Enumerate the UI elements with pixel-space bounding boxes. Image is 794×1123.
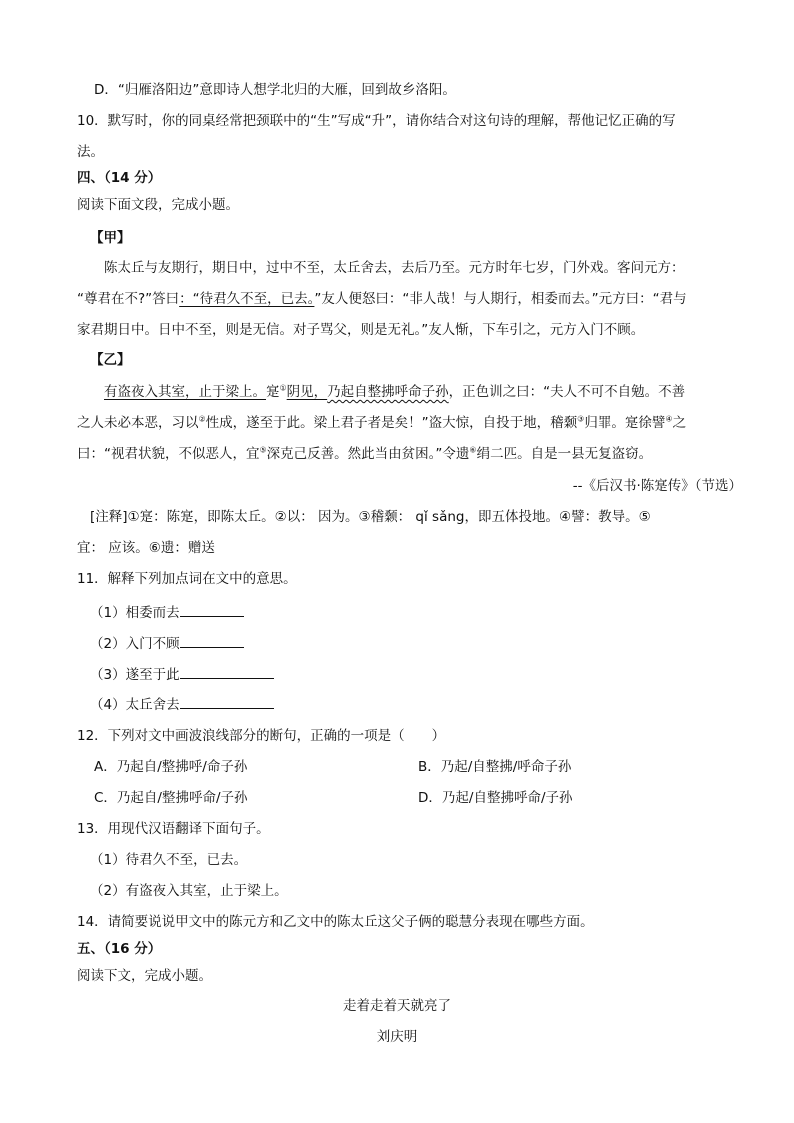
answer-blank[interactable] — [180, 602, 244, 617]
note-ref-6: ⑥ — [469, 445, 477, 455]
yi-wavy-phrase: 乃起自整拂呼命子孙 — [327, 384, 449, 400]
section5-heading: 五、（16 分） — [77, 941, 162, 957]
note-ref-4: ④ — [665, 414, 673, 424]
q11-item-4 — [90, 694, 274, 715]
yi-line1 — [104, 382, 685, 402]
jia-underlined-sentence: ：“待君久不至，已去。 — [179, 291, 315, 307]
yi-line1-c: ，正色训之曰：“夫人不可不自勉。不善 — [448, 384, 686, 400]
answer-blank[interactable] — [180, 664, 274, 679]
section4-instruction: 阅读下面文段，完成小题。 — [77, 197, 239, 213]
jia-label: 【甲】 — [90, 230, 131, 246]
q14-stem: 14．请简要说说甲文中的陈元方和乙文中的陈太丘这父子俩的聪慧分表现在哪些方面。 — [77, 914, 594, 930]
q13-sentence-2: （2）有盗夜入其室，止于梁上。 — [90, 883, 288, 899]
q13-sentence-1: （1）待君久不至，已去。 — [90, 852, 248, 868]
q10-line1: 10．默写时，你的同桌经常把颈联中的“生”写成“升”，请你结合对这句诗的理解，帮他记忆正确的写 — [77, 113, 676, 129]
yi-line1-a: 寔 — [266, 384, 280, 400]
section4-heading: 四、（14 分） — [77, 170, 162, 186]
yi-line2-b: 性成，遂至于此。梁上君子者是矣！”盗大惊，自投于地，稽颡 — [205, 415, 578, 431]
yi-line2-c: 归罪。寔徐譬 — [584, 415, 666, 431]
q11-item-2 — [90, 633, 244, 654]
notes-line2: 宜： 应该。⑥遗：赠送 — [77, 540, 215, 556]
q12-option-c[interactable]: C．乃起自/整拂呼命/子孙 — [94, 790, 248, 806]
q11-stem: 11．解释下列加点词在文中的意思。 — [77, 571, 297, 587]
yi-label: 【乙】 — [90, 352, 131, 368]
yi-line3-a: 曰：“视君状貌，不似恶人，宜 — [77, 446, 260, 462]
yi-source: --《后汉书·陈寔传》（节选） — [572, 478, 742, 494]
yi-line3 — [77, 444, 652, 464]
yi-line1-b: 阴见， — [286, 384, 328, 400]
q10-line2: 法。 — [77, 144, 104, 160]
yi-line3-b: 深克己反善。然此当由贫困。”令遗 — [266, 446, 470, 462]
note-ref-3: ③ — [577, 414, 585, 424]
yi-line2-d: 之 — [672, 415, 687, 431]
q12-option-b[interactable]: B．乃起/自整拂/呼命子孙 — [418, 759, 572, 775]
yi-line3-c: 绢二匹。自是一县无复盗窃。 — [476, 446, 653, 462]
q12-option-a[interactable]: A．乃起自/整拂呼/命子孙 — [94, 759, 248, 775]
yi-line2-a: 之人未必本恶，习以 — [77, 415, 199, 431]
q11-item-1 — [90, 602, 244, 623]
notes-line1: [注释]①寔：陈寔，即陈太丘。②以： 因为。③稽颡： qǐ sǎng，即五体投地。④譬：教导。⑤ — [90, 509, 651, 525]
q12-stem: 12．下列对文中画波浪线部分的断句，正确的一项是（ ） — [77, 728, 446, 744]
note-ref-5: ⑤ — [259, 445, 267, 455]
answer-blank[interactable] — [180, 633, 244, 648]
jia-line1: 陈太丘与友期行，期日中，过中不至，太丘舍去，去后乃至。元方时年七岁，门外戏。客问元方： — [104, 260, 685, 276]
jia-line2-b: ”友人便怒曰：“非人哉！与人期行，相委而去。”元方曰：“君与 — [314, 291, 687, 307]
jia-line2 — [77, 289, 687, 309]
q13-stem: 13．用现代汉语翻译下面句子。 — [77, 821, 270, 837]
q11-item-2-text: （2）入门不顾 — [90, 636, 180, 652]
jia-line3: 家君期日中。日中不至，则是无信。对子骂父，则是无礼。”友人惭，下车引之，元方入门不顾。 — [77, 322, 645, 338]
yi-line2 — [77, 413, 686, 433]
q11-item-4-text: （4）太丘舍去 — [90, 697, 180, 713]
note-ref-1: ① — [279, 383, 287, 393]
answer-blank[interactable] — [180, 694, 274, 709]
article-title: 走着走着天就亮了 — [343, 998, 451, 1014]
q11-item-3-text: （3）遂至于此 — [90, 667, 180, 683]
q11-item-1-text: （1）相委而去 — [90, 605, 180, 621]
article-author: 刘庆明 — [376, 1029, 418, 1045]
jia-line2-a: “尊君在不?”答曰 — [77, 291, 180, 307]
q12-option-d[interactable]: D．乃起/自整拂呼命/子孙 — [418, 790, 573, 806]
q11-item-3 — [90, 664, 274, 685]
section5-instruction: 阅读下文，完成小题。 — [77, 968, 212, 984]
yi-underlined-sentence: 有盗夜入其室，止于梁上。 — [104, 384, 266, 400]
q9-option-d: D．“归雁洛阳边”意即诗人想学北归的大雁，回到故乡洛阳。 — [94, 82, 456, 98]
note-ref-2: ② — [198, 414, 206, 424]
